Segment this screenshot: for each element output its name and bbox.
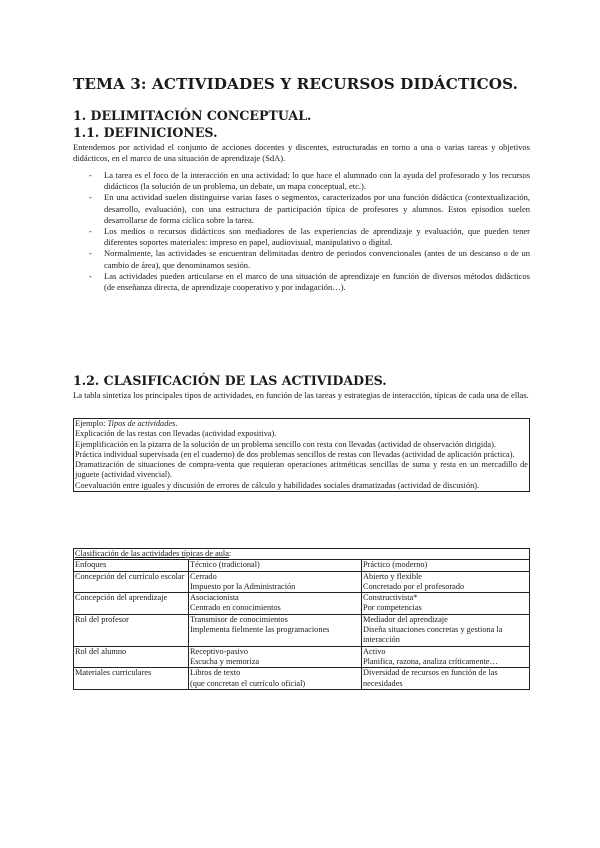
table-header-cell: Práctico (moderno) <box>362 560 530 571</box>
table-cell: Constructivista* Por competencias <box>362 593 530 615</box>
example-box <box>73 418 530 492</box>
list-item: - La tarea es el foco de la interacción en una actividad: lo que hace el alumnado con la ayuda del profesorado y los recursos didácticos (la solución de un problema, un debate, un mapa conceptual, etc.). <box>89 170 530 192</box>
table-header-row <box>74 560 530 571</box>
table-cell: Rol del alumno <box>74 646 189 668</box>
table-cell: Materiales curriculares <box>74 668 189 690</box>
definition-bullet-list <box>73 170 530 293</box>
list-item: - Las actividades pueden articularse en el marco de una situación de aprendizaje en función de diversos métodos didácticos (de enseñanza directa, de aprendizaje cooperativo y por indagación…). <box>89 270 530 293</box>
example-line: Práctica individual supervisada (en el cuaderno) de dos problemas sencillos de restas con llevadas (actividad de aplicación práctica). <box>75 449 515 459</box>
section-heading-1-2: 1.2. CLASIFICACIÓN DE LAS ACTIVIDADES. <box>73 373 387 388</box>
table-cell: Receptivo-pasivo Escucha y memoriza <box>189 646 362 668</box>
list-item: - En una actividad suelen distinguirse varias fases o segmentos, caracterizados por una función didáctica (contextualización, desarrollo, evaluación), con una estructura de participación típica de profesores y alumnos. Estos episodios suelen desarrollarse de forma cíclica sobre la tarea. <box>89 192 530 225</box>
example-line: Explicación de las restas con llevadas (actividad expositiva). <box>75 429 277 439</box>
list-item: - Los medios o recursos didácticos son mediadores de las experiencias de aprendizaje y evaluación, que pueden tener diferentes soportes materiales: impreso en papel, audiovisual, manipulativo o digital. <box>89 226 530 248</box>
page-title: TEMA 3: ACTIVIDADES Y RECURSOS DIDÁCTICOS. <box>73 75 519 93</box>
table-caption-row <box>74 549 530 560</box>
table-cell: Rol del profesor <box>74 614 189 646</box>
table-header-cell: Enfoques <box>74 560 189 571</box>
table-cell: Diversidad de recursos en función de las necesidades <box>362 668 530 690</box>
classification-paragraph: La tabla sintetiza los principales tipos de actividades, en función de las tareas y estrategias de interacción, típicas de cada una de ellas. <box>73 390 529 400</box>
table-cell: Transmisor de conocimientos Implementa fielmente las programaciones <box>189 614 362 646</box>
table-row <box>74 614 530 646</box>
section-heading-1: 1. DELIMITACIÓN CONCEPTUAL. <box>73 108 312 123</box>
table-cell: Concepción del currículo escolar <box>74 571 189 593</box>
table-header-cell: Técnico (tradicional) <box>189 560 362 571</box>
table-cell: Asociacionista Centrado en conocimientos <box>189 593 362 615</box>
table-cell: Activo Planifica, razona, analiza críticamente… <box>362 646 530 668</box>
table-cell: Libros de texto (que concretan el currículo oficial) <box>189 668 362 690</box>
table-cell: Concepción del aprendizaje <box>74 593 189 615</box>
table-row <box>74 668 530 690</box>
table-cell: Mediador del aprendizaje Diseña situaciones concretas y gestiona la interacción <box>362 614 530 646</box>
example-line: Ejemplificación en la pizarra de la solución de un problema sencillo con resta con llevadas (actividad de observación dirigida). <box>75 439 496 449</box>
definition-paragraph: Entendemos por actividad el conjunto de acciones docentes y discentes, estructuradas en torno a una o varias tareas y objetivos didácticos, en el marco de una situación de aprendizaje (SdA). <box>73 142 530 164</box>
table-row <box>74 646 530 668</box>
example-line: Coevaluación entre iguales y discusión de errores de cálculo y habilidades sociales dramatizadas (actividad de discusión). <box>75 480 480 490</box>
table-cell: Abierto y flexible Concretado por el profesorado <box>362 571 530 593</box>
table-caption: Clasificación de las actividades típicas de aula: <box>74 549 530 560</box>
classification-table <box>73 548 530 690</box>
example-line: Dramatización de situaciones de compra-venta que requieran operaciones aritméticas sencillas de suma y resta en un mercadillo de juguete (actividad vivencial). <box>75 460 528 480</box>
table-row <box>74 593 530 615</box>
section-heading-1-1: 1.1. DEFINICIONES. <box>73 125 218 140</box>
example-title: Ejemplo: Tipos de actividades. <box>75 419 178 428</box>
list-item: - Normalmente, las actividades se encuentran delimitadas dentro de periodos convencionales (antes de un descanso o de un cambio de área), que denominamos sesión. <box>89 248 530 270</box>
table-cell: Cerrado Impuesto por la Administración <box>189 571 362 593</box>
table-row <box>74 571 530 593</box>
